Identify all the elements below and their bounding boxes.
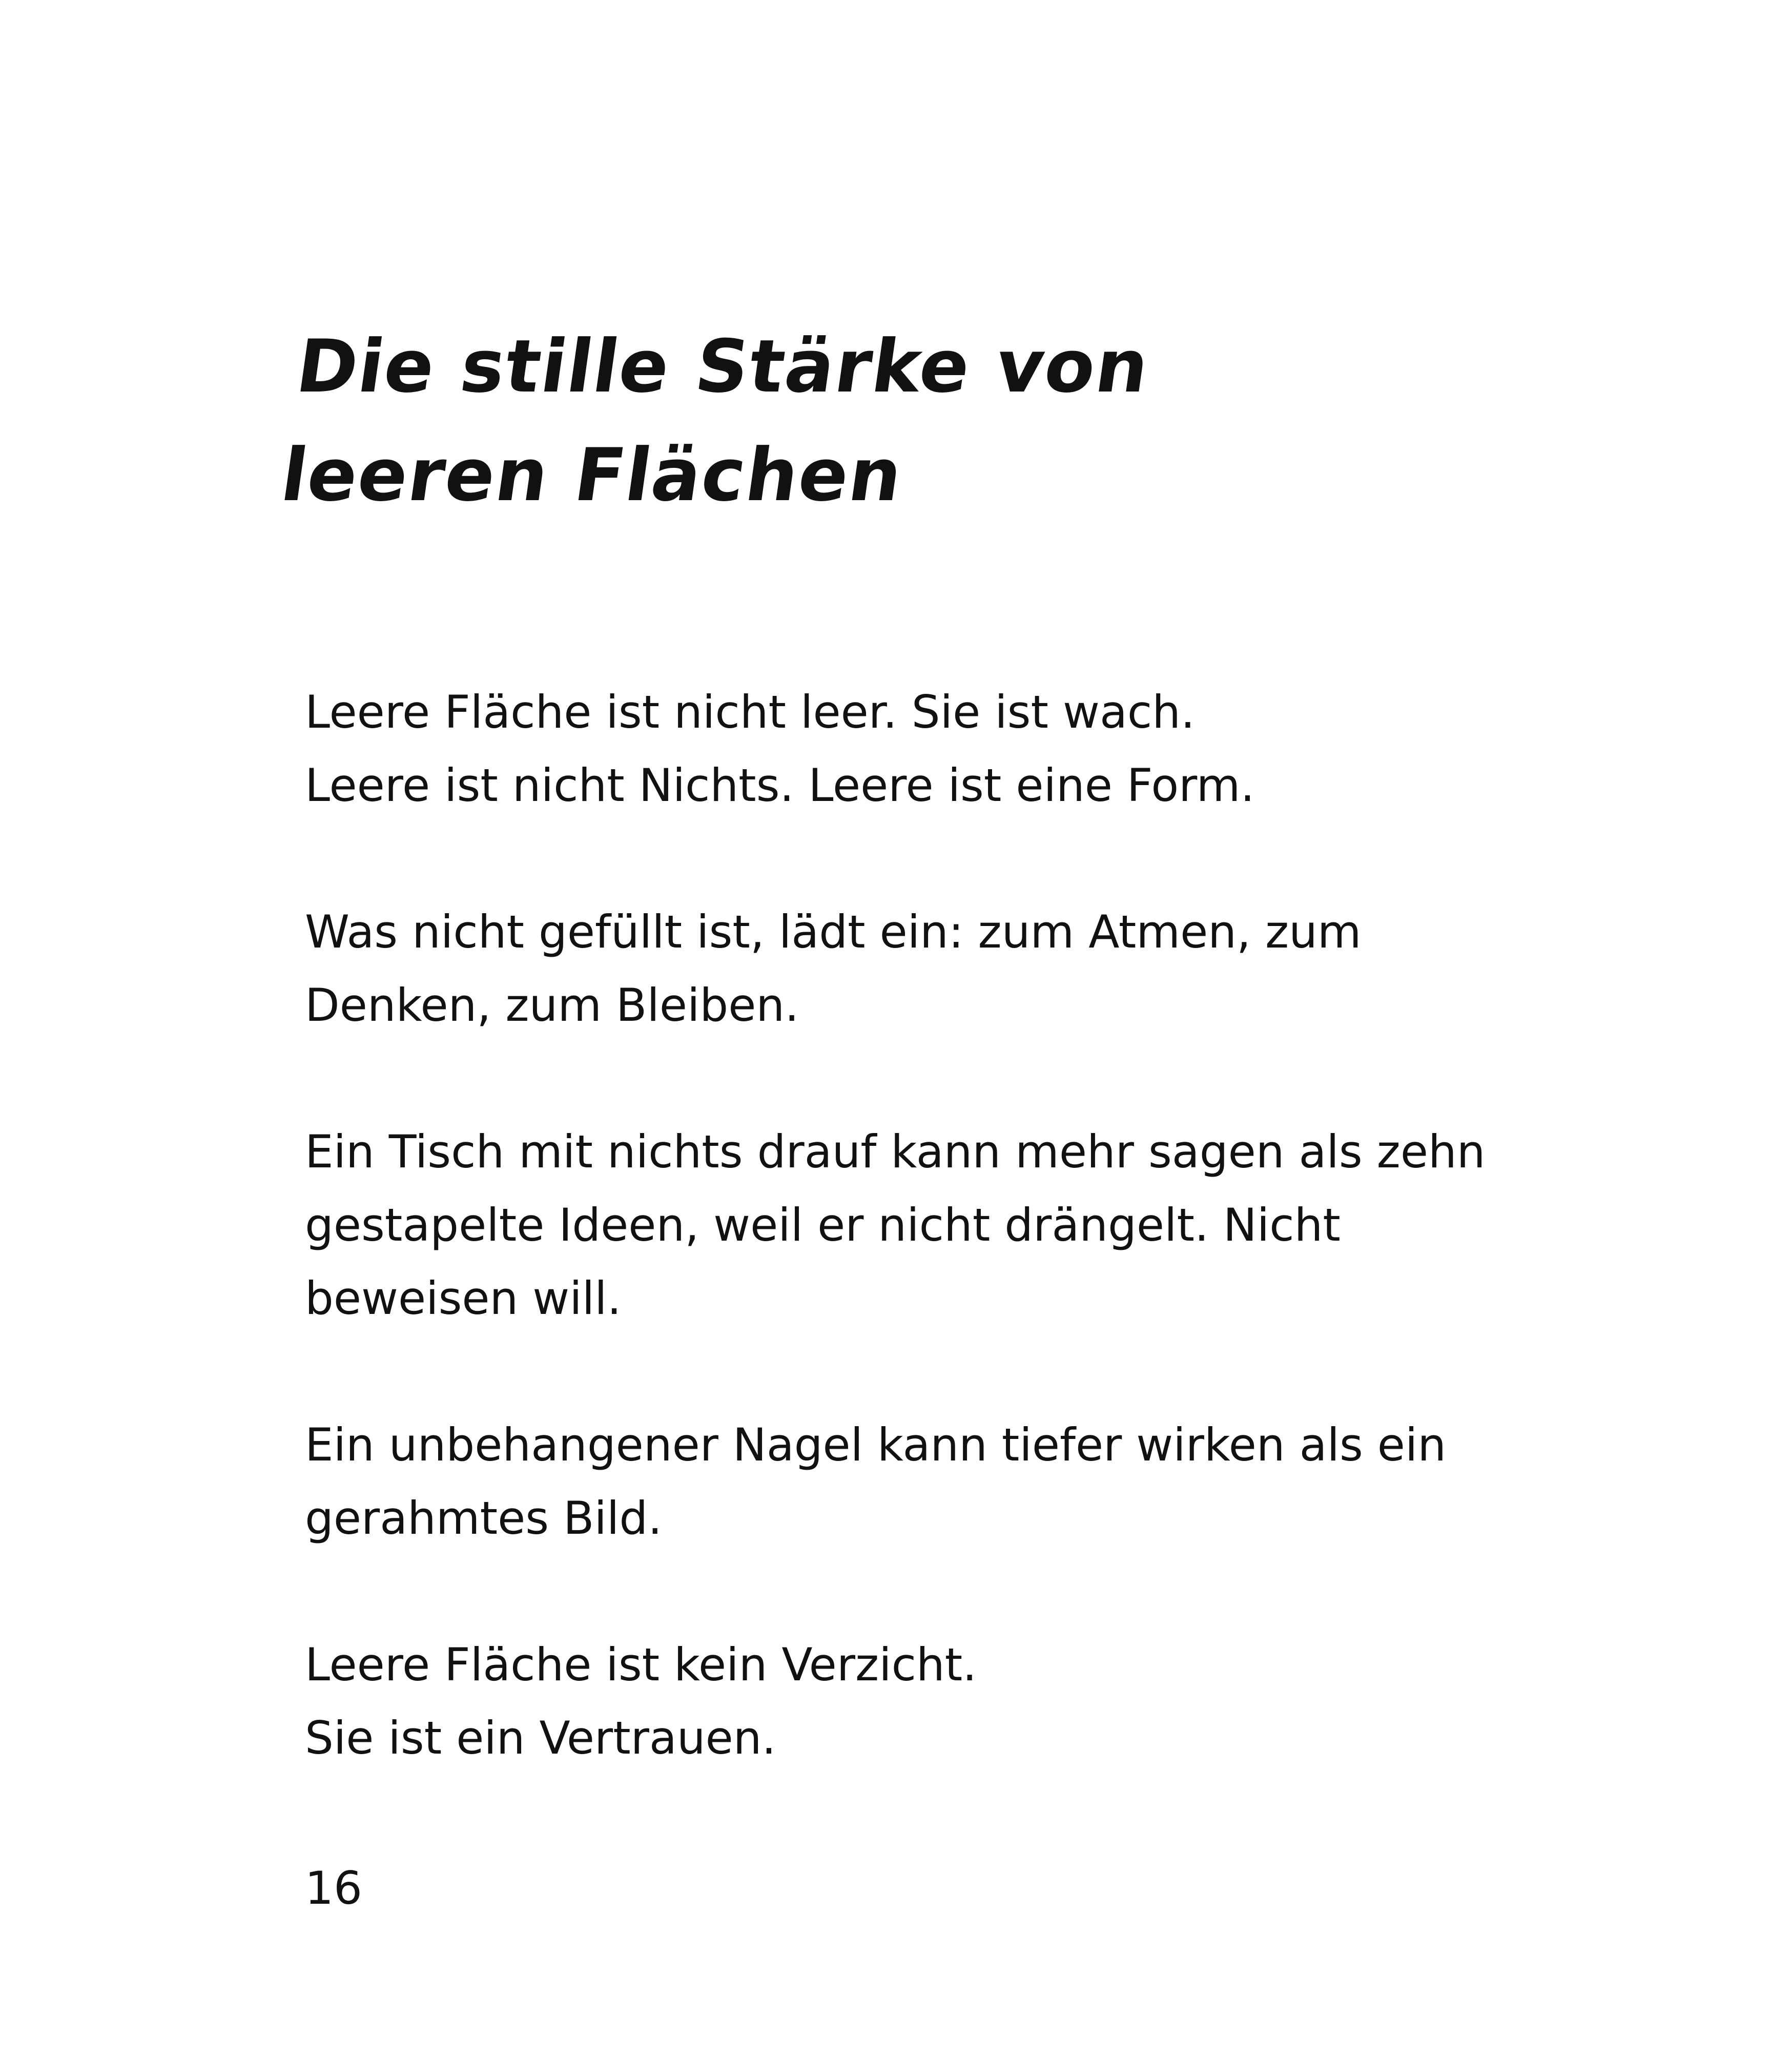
paragraph xyxy=(305,675,1484,822)
text-line: gerahmtes Bild. xyxy=(305,1492,663,1545)
paragraph xyxy=(305,1408,1484,1555)
body-text xyxy=(305,675,1484,1848)
chapter-title xyxy=(274,313,1535,530)
text-line: Leere ist nicht Nichts. Leere ist eine Form. xyxy=(305,759,1255,812)
paragraph xyxy=(305,1115,1484,1335)
text-line: beweisen will. xyxy=(305,1272,622,1325)
paragraph xyxy=(305,1628,1484,1775)
text-line: Ein unbehangener Nagel kann tiefer wirken als ein xyxy=(305,1418,1447,1471)
text-line: Denken, zum Bleiben. xyxy=(305,979,799,1032)
text-line: Was nicht gefüllt ist, lädt ein: zum Atmen, zum xyxy=(305,905,1362,958)
paragraph xyxy=(305,895,1484,1042)
text-line: Leere Fläche ist nicht leer. Sie ist wach. xyxy=(305,686,1196,738)
chapter-title-line: Die stille Stärke von xyxy=(291,324,1155,409)
text-line: gestapelte Ideen, weil er nicht drängelt. Nicht xyxy=(305,1199,1341,1251)
page-number: 16 xyxy=(305,1862,362,1915)
text-line: Sie ist ein Vertrauen. xyxy=(305,1712,776,1764)
chapter-title-line: leeren Flächen xyxy=(276,433,909,518)
text-line: Leere Fläche ist kein Verzicht. xyxy=(305,1638,977,1691)
text-line: Ein Tisch mit nichts drauf kann mehr sagen als zehn xyxy=(305,1125,1486,1178)
